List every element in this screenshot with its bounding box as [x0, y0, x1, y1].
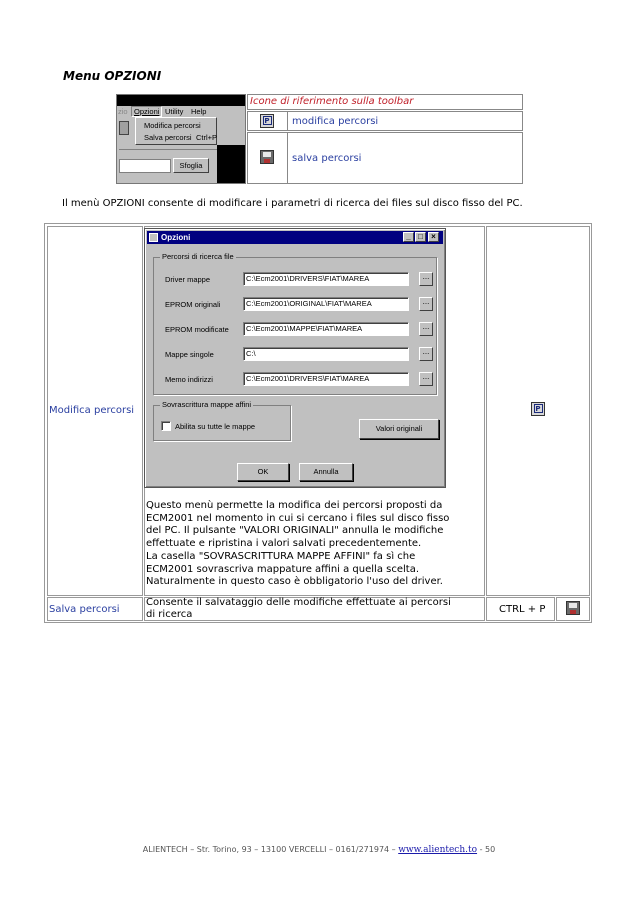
row2-name: Salva percorsi: [49, 604, 120, 615]
row1-name-cell: [47, 226, 143, 596]
menu-description: Il menù OPZIONI consente di modificare i parametri di ricerca dei files sul disco fisso del PC.: [62, 198, 523, 209]
browse-button-driver[interactable]: ...: [419, 272, 433, 286]
row2-name-cell: [47, 597, 143, 621]
dialog-title: Opzioni: [161, 233, 191, 242]
p-icon[interactable]: P: [260, 114, 274, 128]
browse-button-mappe-singole[interactable]: ...: [419, 347, 433, 361]
cancel-button[interactable]: Annulla: [299, 463, 353, 481]
browse-button-memo[interactable]: ...: [419, 372, 433, 386]
overwrite-checkbox-label: Abilita su tutte le mappe: [175, 422, 256, 431]
row2-content-cell: [144, 597, 485, 621]
icon-label-salva: salva percorsi: [292, 153, 362, 164]
footer-address: ALIENTECH – Str. Torino, 93 – 13100 VERCELLI – 0161/271974 –: [142, 845, 396, 854]
path-input-driver[interactable]: C:\Ecm2001\DRIVERS\FIAT\MAREA: [243, 272, 409, 286]
opzioni-dropdown: [135, 117, 217, 145]
floppy-disk-icon[interactable]: [566, 601, 580, 615]
minimize-icon[interactable]: _: [403, 232, 414, 242]
row1-name: Modifica percorsi: [49, 405, 135, 416]
app-icon: [149, 233, 158, 242]
browse-button[interactable]: Sfoglia: [173, 158, 209, 173]
path-label-memo: Memo indirizzi: [165, 375, 213, 384]
overwrite-group-label: Sovrascrittura mappe affini: [162, 400, 252, 409]
page-footer: [0, 845, 638, 855]
toolbar-stub-icon: [119, 121, 129, 135]
path-input-mappe-singole[interactable]: C:\: [243, 347, 409, 361]
title-strip: [117, 95, 246, 106]
row2-shortcut: CTRL + P: [499, 604, 546, 615]
ok-button[interactable]: OK: [237, 463, 289, 481]
dialog-titlebar: [147, 231, 443, 244]
toolbar-reference-table: [116, 94, 523, 184]
row1-description: Questo menù permette la modifica dei percorsi proposti da ECM2001 nel momento in cui si cercano i files sul disco fisso del PC. Il pulsante "VALORI ORIGINALI" annulla le modifiche effettuate e ripristina i valori salvati precedentemente. La casella "SOVRASCRITTURA MAPPE AFFINI" fa sì che ECM2001 sovrascriva mappature affini a quella scelta. Naturalmente in questo caso è obbligatorio l'uso del driver.: [146, 500, 450, 588]
icons-header: Icone di riferimento sulla toolbar: [247, 94, 523, 110]
menu-item-modifica[interactable]: Modifica percorsi: [144, 121, 201, 130]
page-number: 50: [485, 845, 496, 854]
opzioni-dialog: [144, 228, 446, 488]
overwrite-checkbox[interactable]: [161, 421, 171, 431]
menu-help[interactable]: Help: [191, 107, 207, 116]
path-label-mappe-singole: Mappe singole: [165, 350, 214, 359]
path-label-eprom-orig: EPROM originali: [165, 300, 221, 309]
path-field[interactable]: [119, 159, 171, 173]
restore-defaults-button[interactable]: Valori originali: [359, 419, 439, 439]
path-input-eprom-orig[interactable]: C:\Ecm2001\ORIGINAL\FIAT\MAREA: [243, 297, 409, 311]
menu-item-salva-shortcut: Ctrl+P: [196, 133, 218, 142]
section-heading: Menu OPZIONI: [63, 69, 162, 83]
menu-item-salva[interactable]: Salva percorsi: [144, 133, 192, 142]
menu-utility[interactable]: Utility: [165, 107, 184, 116]
icon-row-modifica: [247, 111, 523, 131]
row2-description: Consente il salvataggio delle modifiche effettuate ai percorsi di ricerca: [146, 597, 451, 620]
row2-shortcut-cell: [486, 597, 555, 621]
icon-row-salva: [247, 132, 523, 184]
menu-opzioni[interactable]: Opzioni: [131, 106, 162, 117]
browse-button-eprom-mod[interactable]: ...: [419, 322, 433, 336]
icon-label-modifica: modifica percorsi: [292, 116, 379, 127]
maximize-icon[interactable]: □: [415, 232, 426, 242]
paths-group-label: Percorsi di ricerca file: [162, 252, 234, 261]
footer-link[interactable]: www.alientech.to: [398, 845, 478, 855]
footer-separator: -: [479, 845, 483, 854]
p-icon[interactable]: P: [531, 402, 545, 416]
menu-screenshot: [116, 94, 246, 184]
path-input-memo[interactable]: C:\Ecm2001\DRIVERS\FIAT\MAREA: [243, 372, 409, 386]
menubar-stub: zio: [118, 107, 128, 116]
dark-area: [217, 145, 246, 184]
floppy-disk-icon[interactable]: [260, 150, 274, 164]
row2-icon-cell: [556, 597, 590, 621]
path-input-eprom-mod[interactable]: C:\Ecm2001\MAPPE\FIAT\MAREA: [243, 322, 409, 336]
close-icon[interactable]: ×: [428, 232, 439, 242]
path-label-eprom-mod: EPROM modificate: [165, 325, 229, 334]
browse-button-eprom-orig[interactable]: ...: [419, 297, 433, 311]
row1-icon-cell: [486, 226, 590, 596]
path-label-driver: Driver mappe: [165, 275, 211, 284]
